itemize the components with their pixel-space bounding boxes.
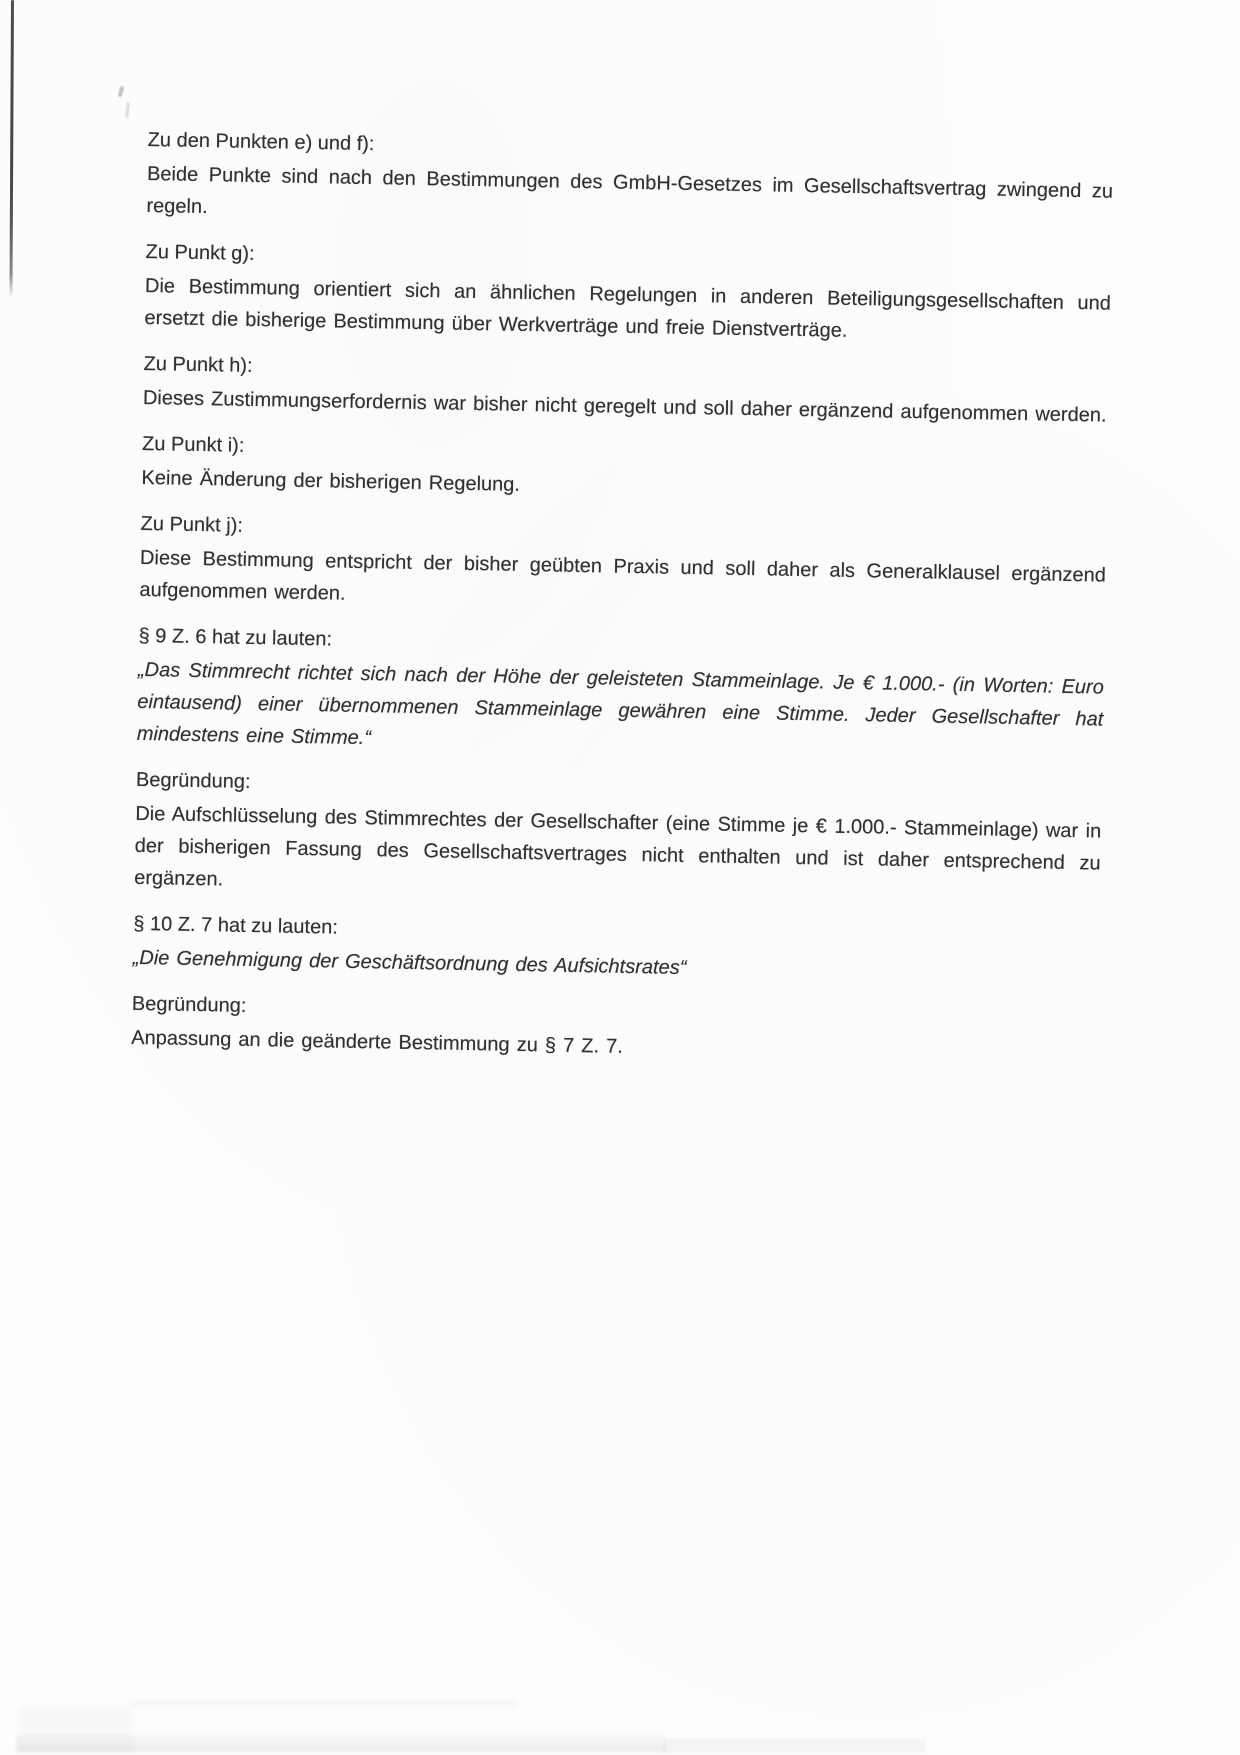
section-body-quote: „Das Stimmrecht richtet sich nach der Höhe der geleisteten Stammeinlage. Je € 1.000.- (in Worten: Euro eintausend) einer übernommenen Stammeinlage gewähren eine Stimme. Jeder Gesellschafter hat mindestens eine Stimme.“ <box>136 658 1105 750</box>
document-section <box>141 428 1108 512</box>
section-body: Keine Änderung der bisherigen Regelung. <box>141 466 521 496</box>
document-text-block <box>131 124 1114 1086</box>
section-heading: § 9 Z. 6 hat zu lauten: <box>138 624 333 651</box>
section-body: Die Bestimmung orientiert sich an ähnlichen Regelungen in anderen Beteiligungsgesellschaften und ersetzt die bisherige Bestimmung über Werkverträge und freie Dienstverträge. <box>144 274 1112 342</box>
scan-smudge-bottom-artifact <box>16 1734 666 1752</box>
document-section <box>143 348 1110 432</box>
document-section <box>131 988 1098 1072</box>
section-body: Die Aufschlüsselung des Stimmrechtes der Gesellschafter (eine Stimme je € 1.000.- Stammeinlage) war in der bisherigen Fassung des Gesellschaftsvertrages nicht enthalten und ist daher entsprechend zu ergänzen. <box>133 802 1102 891</box>
scan-speck-artifact <box>125 102 130 118</box>
scan-smudge-bottom-artifact <box>664 1738 926 1753</box>
section-heading: Zu den Punkten e) und f): <box>147 128 375 156</box>
scan-edge-line-artifact <box>9 0 14 298</box>
section-body: Diese Bestimmung entspricht der bisher geübten Praxis und soll daher als Generalklausel ergänzend aufgenommen werden. <box>139 546 1107 605</box>
section-heading: Begründung: <box>135 768 251 793</box>
section-heading: Zu Punkt g): <box>145 240 255 265</box>
section-heading: § 10 Z. 7 hat zu lauten: <box>133 912 339 939</box>
section-heading: Zu Punkt j): <box>140 512 244 537</box>
scan-speck-artifact <box>118 86 125 98</box>
section-heading: Zu Punkt h): <box>143 352 253 377</box>
document-section <box>139 508 1107 624</box>
scan-smudge-artifact <box>128 1700 518 1707</box>
section-heading: Zu Punkt i): <box>141 432 245 457</box>
section-heading: Begründung: <box>131 992 247 1017</box>
section-body: Anpassung an die geänderte Bestimmung zu § 7 Z. 7. <box>131 1026 623 1058</box>
section-body-quote: „Die Genehmigung der Geschäftsordnung des Aufsichtsrates“ <box>132 946 687 980</box>
document-section <box>132 908 1099 992</box>
document-section <box>144 236 1112 352</box>
section-body: Beide Punkte sind nach den Bestimmungen des GmbH-Gesetzes im Gesellschaftsvertrag zwingend zu regeln. <box>146 162 1114 219</box>
document-section <box>134 764 1102 912</box>
document-section <box>146 124 1114 240</box>
document-section <box>137 620 1105 768</box>
section-body: Dieses Zustimmungserfordernis war bisher nicht geregelt und soll daher ergänzend aufgenommen werden. <box>142 386 1107 427</box>
